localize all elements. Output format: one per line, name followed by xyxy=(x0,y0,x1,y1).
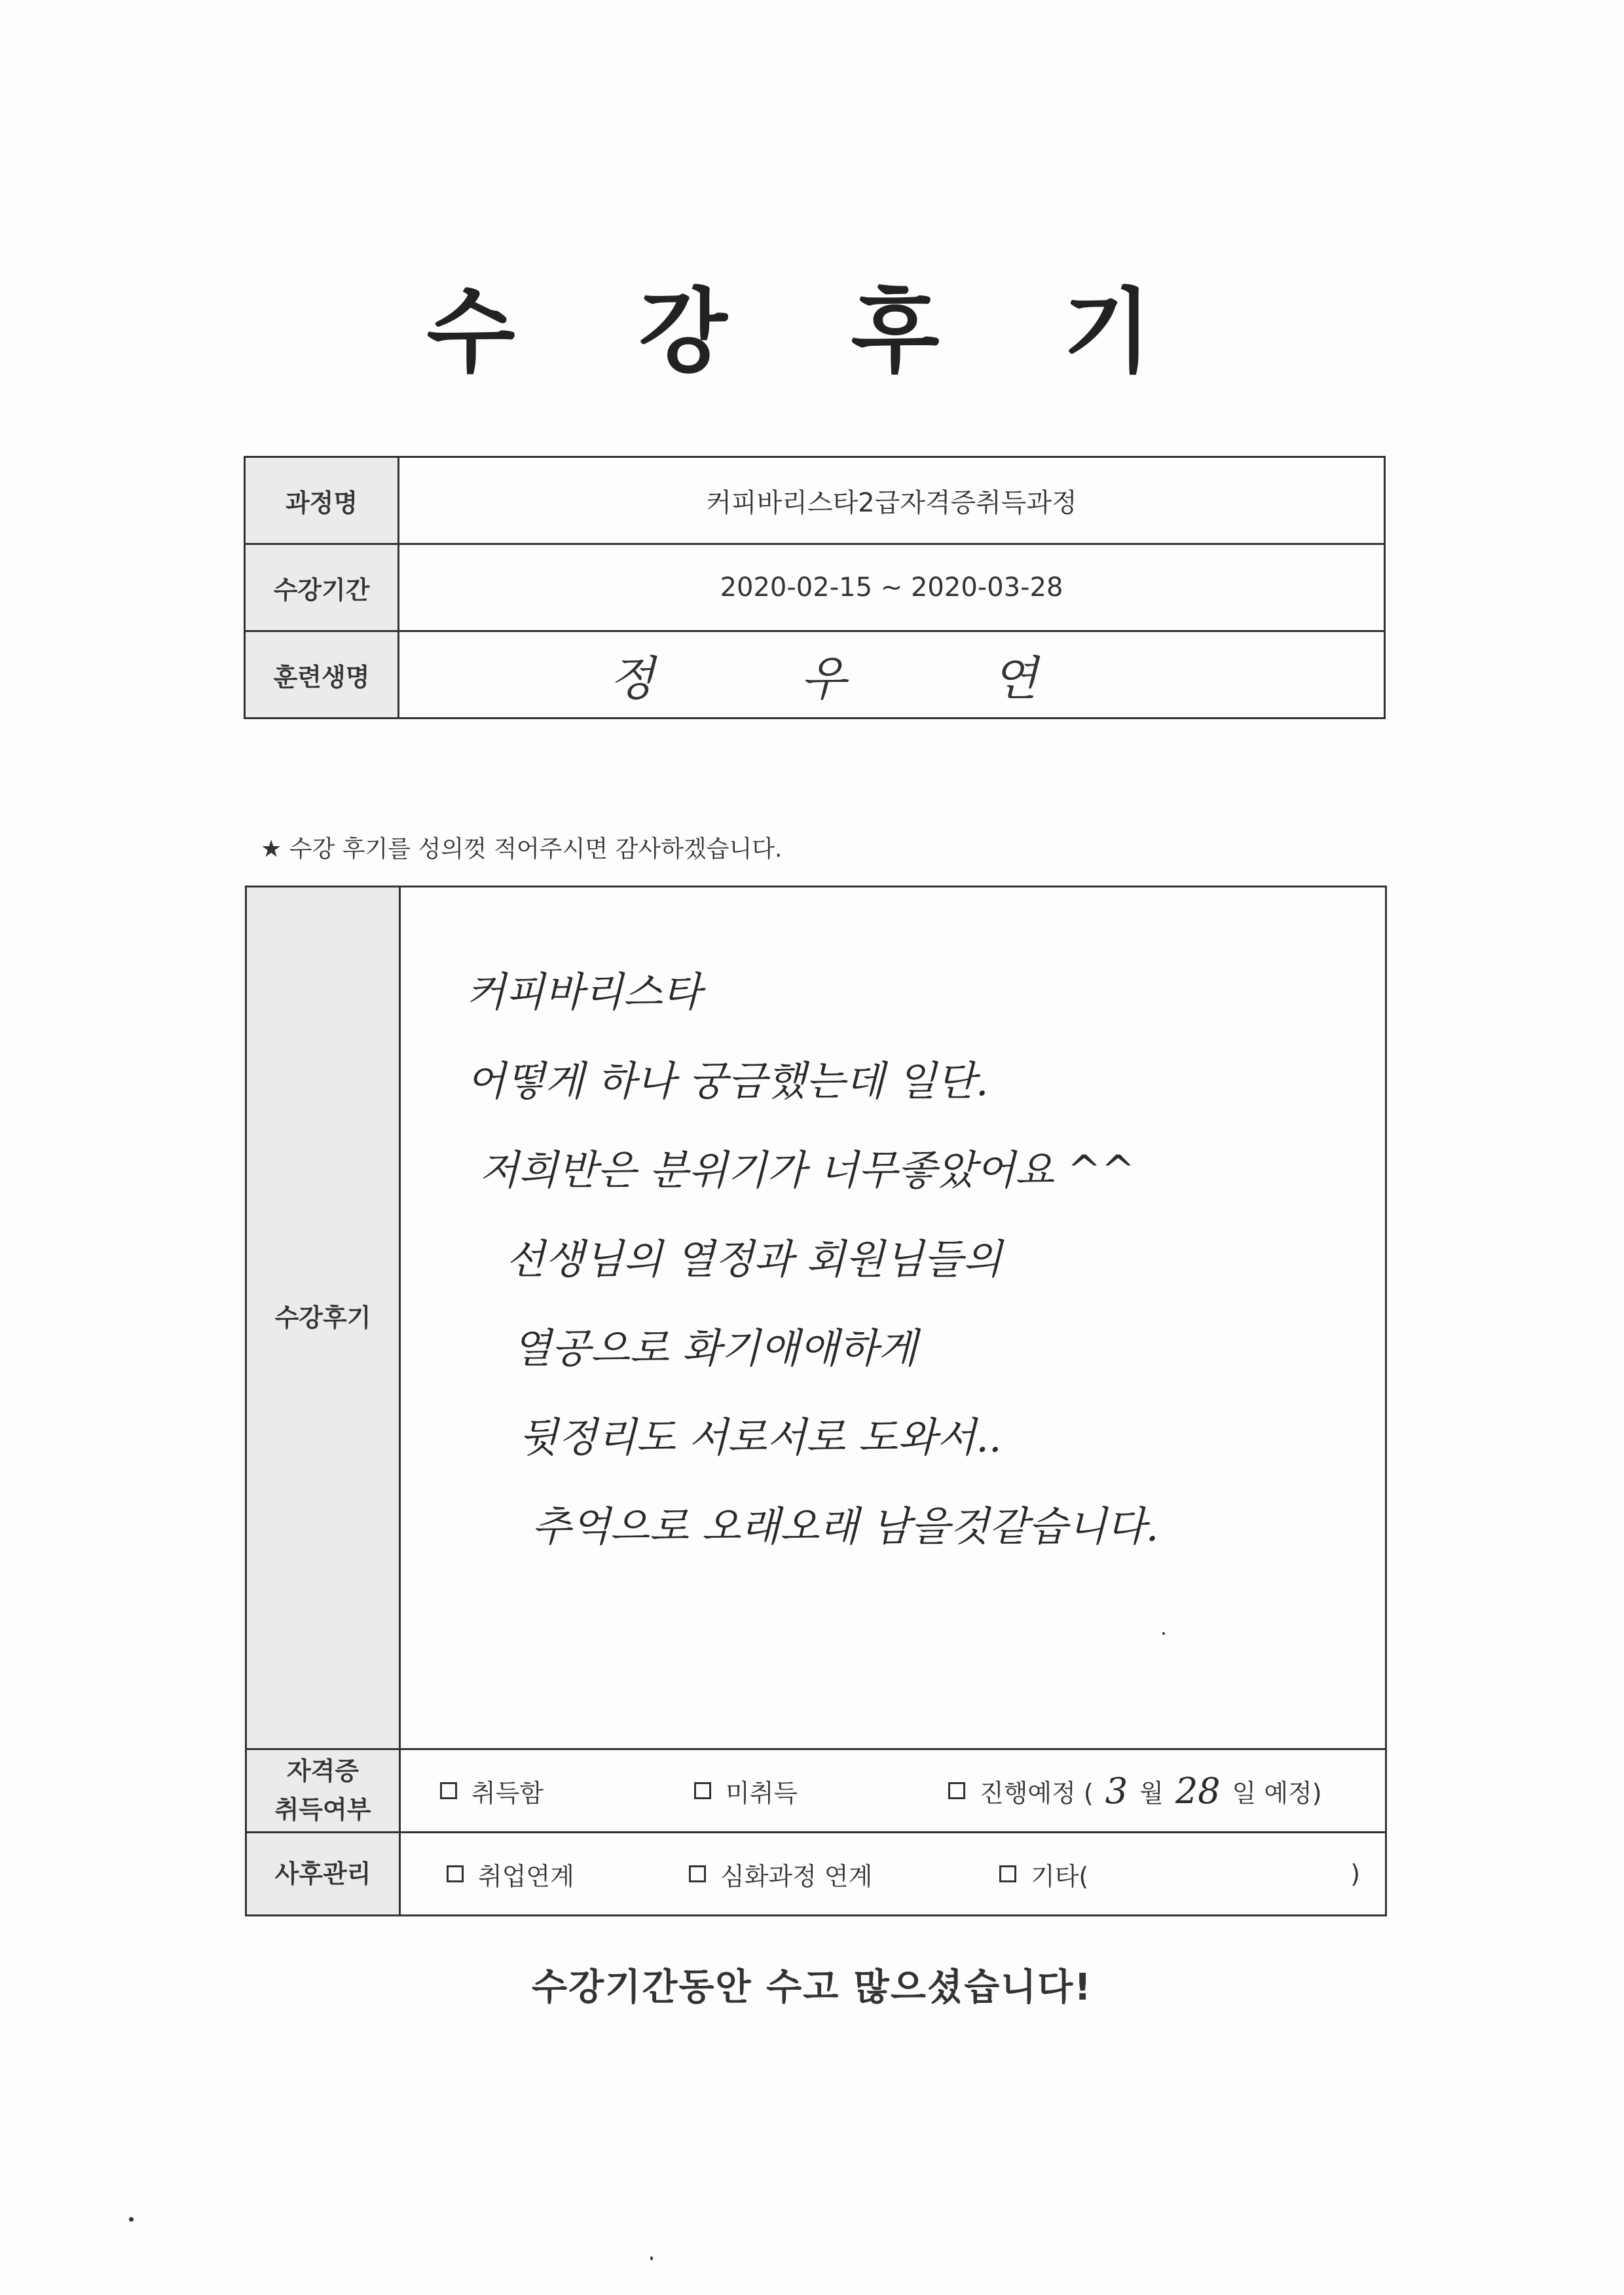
period-row xyxy=(245,544,1385,631)
review-line: 저희반은 분위기가 너무좋았어요 ^^ xyxy=(479,1146,1135,1194)
course-info-table xyxy=(244,456,1386,719)
review-table xyxy=(245,886,1387,1916)
checkbox[interactable] xyxy=(694,1782,711,1799)
checkbox[interactable] xyxy=(447,1865,464,1882)
scan-speck xyxy=(1162,1632,1165,1635)
month-unit: 월 xyxy=(1139,1778,1164,1808)
review-label: 수강후기 xyxy=(246,887,400,1749)
page-title: 수 강 후 기 xyxy=(426,279,1198,386)
checkbox[interactable] xyxy=(999,1865,1016,1882)
review-row xyxy=(246,887,1386,1749)
review-line: 추억으로 오래오래 남을것같습니다. xyxy=(532,1502,1159,1550)
option-label: 취득함 xyxy=(471,1778,544,1808)
review-line: 어떻게 하나 궁금했는데 일단. xyxy=(466,1057,989,1105)
scan-speck xyxy=(129,2217,134,2222)
option-label: 심화과정 연계 xyxy=(720,1861,873,1891)
period-value: 2020-02-15 ~ 2020-03-28 xyxy=(399,544,1385,631)
checkbox[interactable] xyxy=(948,1782,965,1799)
review-line: 열공으로 화기애애하게 xyxy=(512,1324,917,1372)
option-label: 일 예정) xyxy=(1232,1778,1322,1808)
course-row xyxy=(245,457,1385,544)
certificate-option-obtained[interactable] xyxy=(440,1773,694,1809)
certificate-label-line2: 취득여부 xyxy=(274,1795,371,1824)
certificate-row xyxy=(246,1749,1386,1833)
aftercare-row xyxy=(246,1833,1386,1916)
closing-message: 수강기간동안 수고 많으셨습니다! xyxy=(532,1966,1092,2009)
review-line: 뒷정리도 서로서로 도와서.. xyxy=(519,1413,1002,1461)
checkbox[interactable] xyxy=(440,1782,457,1799)
trainee-label: 훈련생명 xyxy=(245,631,399,718)
review-line: 선생님의 열정과 회원님들의 xyxy=(506,1235,1003,1283)
option-label: ) xyxy=(1350,1859,1361,1888)
review-line: 커피바리스타 xyxy=(466,968,702,1016)
aftercare-option-advanced[interactable] xyxy=(689,1856,999,1892)
scan-speck xyxy=(650,2256,653,2260)
certificate-option-scheduled[interactable] xyxy=(948,1770,1322,1812)
option-label: 취업연계 xyxy=(478,1861,574,1891)
aftercare-option-other[interactable] xyxy=(999,1856,1360,1892)
scheduled-day-handwritten: 28 xyxy=(1175,1770,1221,1812)
period-label: 수강기간 xyxy=(245,544,399,631)
checkbox[interactable] xyxy=(689,1865,706,1882)
handwritten-review xyxy=(401,887,1385,1583)
aftercare-option-employment[interactable] xyxy=(447,1856,689,1892)
certificate-options xyxy=(400,1749,1386,1833)
course-label: 과정명 xyxy=(245,457,399,544)
notice-text: ★ 수강 후기를 성의껏 적어주시면 감사하겠습니다. xyxy=(261,836,783,863)
review-content xyxy=(400,887,1386,1749)
aftercare-options xyxy=(400,1833,1386,1916)
option-label: 진행예정 ( xyxy=(980,1778,1094,1808)
trainee-name-handwritten: 정 우 연 xyxy=(399,631,1385,718)
option-label: 미취득 xyxy=(726,1778,798,1808)
aftercare-label: 사후관리 xyxy=(246,1833,400,1916)
option-label: 기타( xyxy=(1031,1861,1089,1891)
certificate-label-line1: 자격증 xyxy=(286,1757,360,1786)
certificate-option-not-obtained[interactable] xyxy=(694,1773,948,1809)
certificate-label xyxy=(246,1749,400,1833)
trainee-row xyxy=(245,631,1385,718)
course-value: 커피바리스타2급자격증취득과정 xyxy=(399,457,1385,544)
scheduled-month-handwritten: 3 xyxy=(1105,1770,1128,1812)
